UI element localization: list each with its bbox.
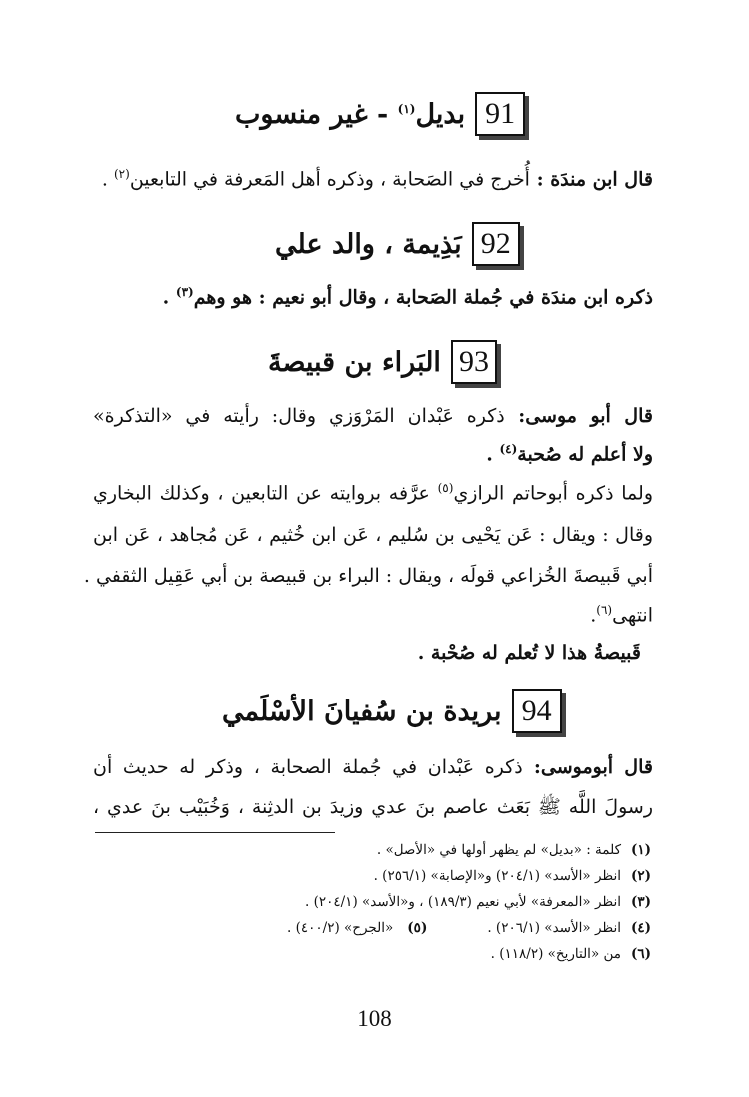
entry-number: 93 <box>458 345 489 378</box>
entry-94-line-2: رسولَ اللَّه ﷺ بَعَث عاصم بنَ عدي وزيدَ بن الدثِنة ، وَخُبَيْب بنَ عدي ، <box>93 796 653 818</box>
footnote-ref: (١) <box>397 101 416 116</box>
entry-92-text: ذكره ابن مندَة في جُملة الصَحابة ، وقال أبو نعيم : هو وهم$^{(٣)}$ . <box>162 285 653 309</box>
entry-94-heading <box>222 689 562 733</box>
entry-number-box <box>475 92 525 136</box>
entry-number: 94 <box>521 694 552 727</box>
page-number: 108 <box>357 1006 392 1031</box>
footnote-5-number: (٥) <box>407 920 428 936</box>
footnote-1: (١)كلمة : «بديل» لم يظهر أولها في «الأصل» . <box>376 842 651 858</box>
entry-93-line-3: ولما ذكره أبوحاتم الرازي$^{(٥)}$ عرَّفه بروايته عن التابعين ، وكذلك البخاري <box>93 481 653 505</box>
footnote-5-text: «الجرح» (٤٠٠/٢) . <box>287 920 394 936</box>
entry-number: 91 <box>485 97 516 130</box>
entry-93-line-4: وقال : ويقال : عَن يَحْيى بن سُليم ، عَن ابن خُثيم ، عَن مُجاهد ، عَن ابن <box>93 524 653 546</box>
entry-93-heading <box>268 340 497 384</box>
entry-93-line-1: قال أبو موسى: ذكره عَبْدان المَرْوَزي وقال: رأيته في «التذكرة» <box>93 405 653 427</box>
entry-title: بديل$^{(١)}$ - غير منسوب <box>235 98 466 130</box>
footnote-4-5: (٤)انظر «الأسد» (٢٠٦/١) .(٥)«الجرح» (٤٠٠/٢) . <box>287 920 651 936</box>
entry-93-line-2: ولا أعلم له صُحبة$^{(٤)}$ . <box>486 442 653 466</box>
entry-93-line-5: أبي قَبيصةَ الخُزاعي قولَه ، ويقال : البراء بن قبيصة بن أبي عَقِيل الثقفي . <box>83 565 653 587</box>
footnote-6: (٦)من «التاريخ» (١١٨/٢) . <box>490 946 651 962</box>
footnote-divider <box>95 832 335 833</box>
entry-93-line-7: قَبيصةُ هذا لا تُعلم له صُحْبة . <box>417 642 641 664</box>
entry-number: 92 <box>480 227 511 260</box>
entry-93-line-6: انتهى$^{(٦)}$. <box>590 603 653 627</box>
entry-91-heading <box>235 92 525 136</box>
entry-91-text: قال ابن مندَة : أُخرج في الصَحابة ، وذكره أهل المَعرفة في التابعين$^{(٢)}$ . <box>101 167 653 191</box>
entry-title: بريدة بن سُفيانَ الأسْلَمي <box>222 695 502 727</box>
footnote-2: (٢)انظر «الأسد» (٢٠٤/١) و«الإصابة» (٢٥٦/١) . <box>373 868 651 884</box>
entry-number-box <box>512 689 562 733</box>
footnote-3: (٣)انظر «المعرفة» لأبي نعيم (١٨٩/٣) ، و«الأسد» (٢٠٤/١) . <box>305 894 651 910</box>
entry-92-heading <box>275 222 520 266</box>
entry-number-box <box>472 222 520 266</box>
entry-title: بَذِيمة ، والد علي <box>275 228 462 260</box>
entry-number-box <box>451 340 497 384</box>
entry-title: البَراء بن قبيصةَ <box>268 346 441 378</box>
entry-94-line-1: قال أبوموسى: ذكره عَبْدان في جُملة الصحابة ، وذكر له حديث أن <box>93 756 653 778</box>
